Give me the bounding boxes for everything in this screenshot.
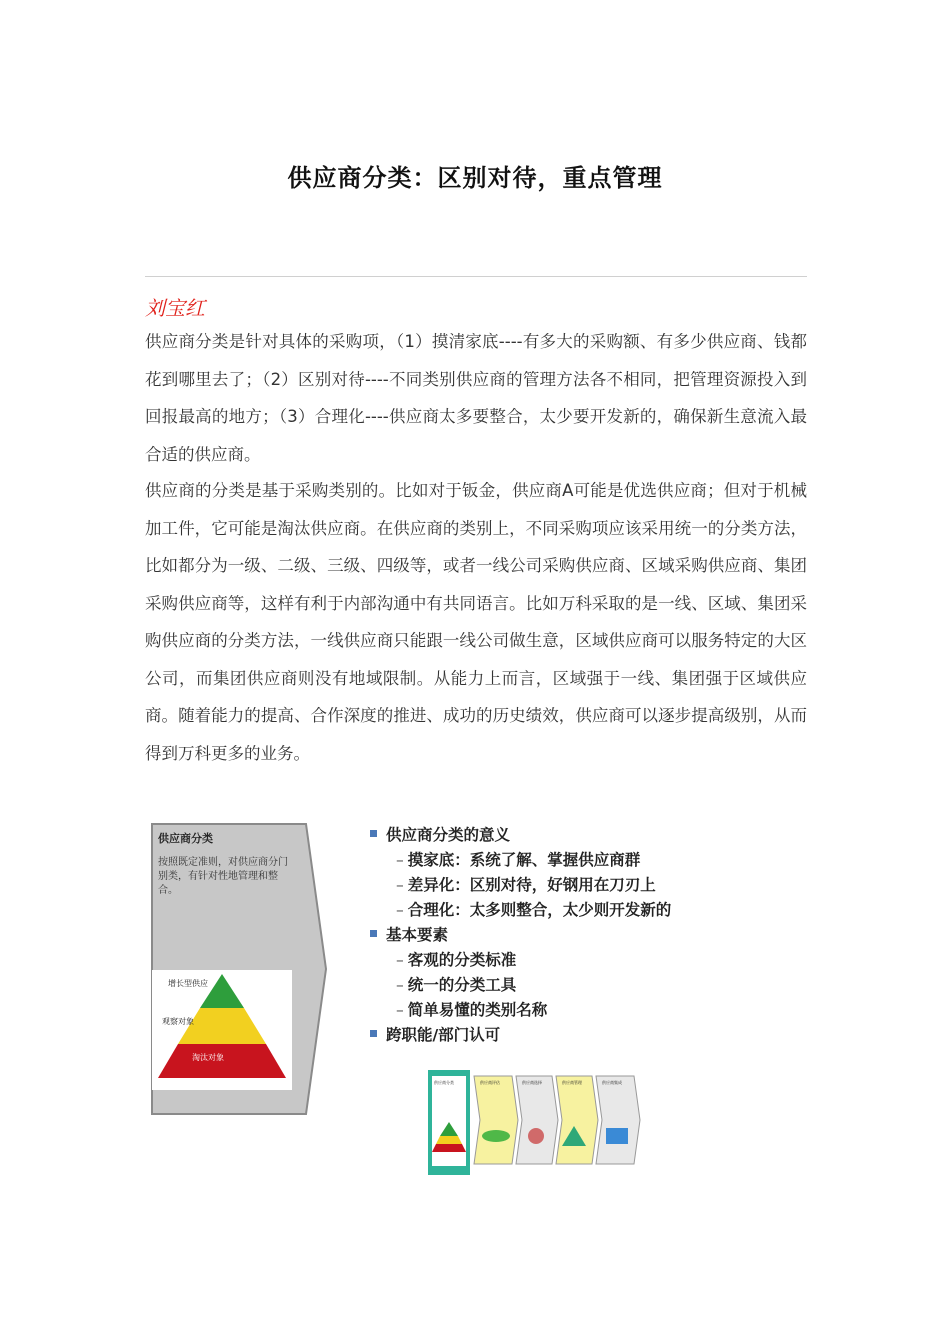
- bullet-subitem: – 合理化：太多则整合，太少则开发新的: [396, 901, 672, 919]
- classification-panel: [148, 820, 328, 1118]
- bullet-subitem: – 统一的分类工具: [396, 976, 517, 994]
- square-bullet-icon: [370, 1030, 377, 1037]
- flow-step-label: 供应商评估: [480, 1080, 500, 1085]
- page-title: 供应商分类：区别对待，重点管理: [287, 164, 663, 192]
- bullet-subitem: – 简单易懂的类别名称: [396, 1001, 548, 1019]
- pyramid-card: [152, 970, 292, 1090]
- significance-bullets: [370, 823, 790, 1048]
- flow-step-label: 供应商分类: [434, 1080, 454, 1085]
- author-name: 刘宝红: [145, 296, 205, 320]
- paragraph: 供应商的分类是基于采购类别的。比如对于钣金，供应商A可能是优选供应商；但对于机械加工件，它可能是淘汰供应商。在供应商的类别上，不同采购项应该采用统一的分类方法，比如都分为一级、二级、三级、四级等，或者一线公司采购供应商、区域采购供应商、集团采购供应商等，这样有利于内部沟通中有共同语言。比如万科采取的是一线、区域、集团采购供应商的分类方法，一线供应商只能跟一线公司做生意，区域供应商可以服务特定的大区公司，而集团供应商则没有地域限制。从能力上而言，区域强于一线、集团强于区域供应商。随着能力的提高、合作深度的推进、成功的历史绩效，供应商可以逐步提高级别，从而得到万科更多的业务。: [145, 481, 807, 763]
- bullet-subitem: – 摸家底：系统了解、掌握供应商群: [396, 851, 641, 869]
- flow-step-label: 供应商集成: [602, 1080, 622, 1085]
- square-bullet-icon: [370, 930, 377, 937]
- flow-step-label: 供应商管理: [562, 1080, 582, 1085]
- panel-description: 按照既定准则，对供应商分门别类，有针对性地管理和整合。: [158, 857, 288, 896]
- pyramid-label-eliminate: 淘汰对象: [192, 1053, 224, 1062]
- bullet-subitem: – 差异化：区别对待，好钢用在刀刃上: [396, 876, 656, 894]
- bullet-item: 供应商分类的意义: [370, 823, 790, 848]
- panel-title: 供应商分类: [158, 832, 213, 845]
- pyramid-label-growth: 增长型供应: [168, 979, 208, 988]
- pyramid-label-watch: 观察对象: [162, 1017, 194, 1026]
- bullet-item: 基本要素: [370, 923, 790, 948]
- paragraph: 供应商分类是针对具体的采购项，（1）摸清家底----有多大的采购额、有多少供应商、钱都花到哪里去了；（2）区别对待----不同类别供应商的管理方法各不相同，把管理资源投入到回报最高的地方；（3）合理化----供应商太多要整合，太少要开发新的，确保新生意流入最合适的供应商。: [145, 332, 807, 464]
- square-bullet-icon: [370, 830, 377, 837]
- process-flow-thumbnail: [428, 1070, 643, 1175]
- bullet-item: 跨职能/部门认可: [370, 1023, 790, 1048]
- divider: [145, 276, 807, 277]
- bullet-subitem: – 客观的分类标准: [396, 951, 517, 969]
- flow-step-label: 供应商选择: [522, 1080, 542, 1085]
